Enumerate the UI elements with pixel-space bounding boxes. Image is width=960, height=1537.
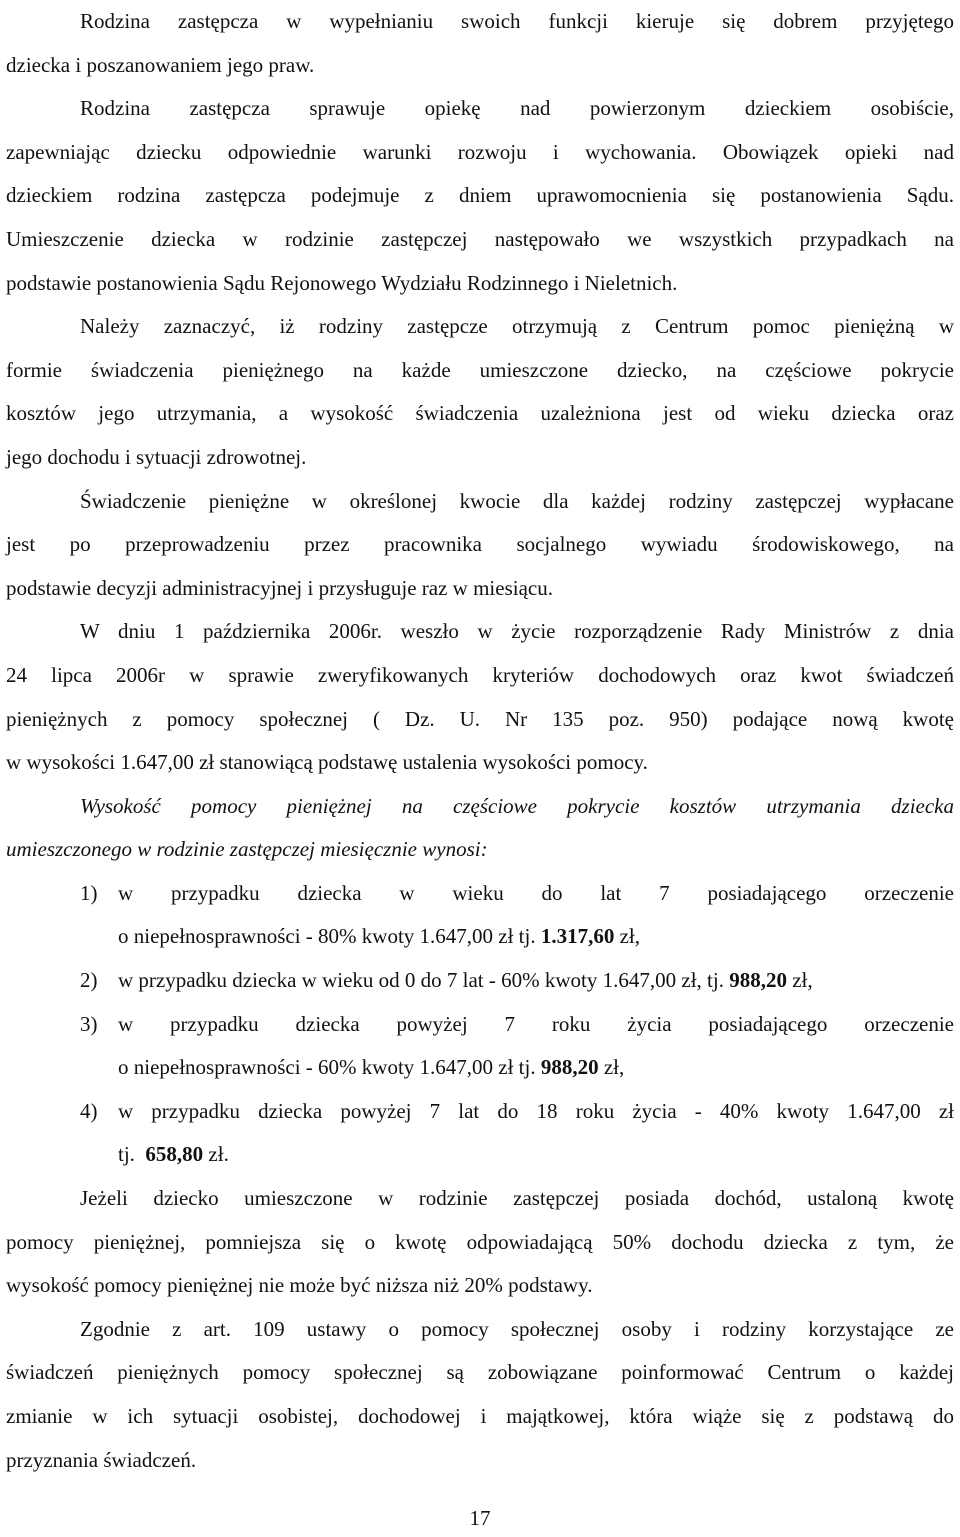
list-item-continuation	[6, 1046, 954, 1090]
list-text: zł.	[203, 1142, 229, 1167]
list-text: tj.	[118, 1142, 146, 1167]
list-text: o niepełnosprawności - 60% kwoty 1.647,00 zł tj.	[118, 1055, 541, 1080]
list-number: 4)	[80, 1098, 98, 1123]
paragraph-line: kosztów jego utrzymania, a wysokość świadczenia uzależniona jest od wieku dziecka oraz	[6, 401, 954, 426]
paragraph-line: dzieckiem rodzina zastępcza podejmuje z dniem uprawomocnienia się postanowienia Sądu.	[6, 183, 954, 208]
list-text-segment: w przypadku dziecka w wieku od 0 do 7 lat - 60% kwoty 1.647,00 zł, tj.	[118, 968, 730, 993]
list-item	[6, 1003, 954, 1047]
list-number: 2)	[80, 968, 98, 993]
paragraph-line: Należy zaznaczyć, iż rodziny zastępcze otrzymują z Centrum pomoc pieniężną w	[80, 314, 954, 339]
amount: 1.317,60	[540, 924, 615, 949]
paragraph-line: zmianie w ich sytuacji osobistej, dochodowej i majątkowej, która wiąże się z podstawą do	[6, 1404, 954, 1428]
paragraph-line: jego dochodu i sytuacji zdrowotnej.	[6, 444, 307, 469]
list-text-segment: zł,	[786, 968, 813, 993]
list-text: w przypadku dziecka powyżej 7 lat do 18 roku życia - 40% kwoty 1.647,00 zł	[118, 1098, 954, 1123]
page-number: 17	[469, 1506, 491, 1530]
paragraph-line: w wysokości 1.647,00 zł stanowiącą podstawę ustalenia wysokości pomocy.	[6, 750, 648, 775]
list-item-continuation	[6, 915, 954, 959]
amount: 988,20	[729, 968, 787, 993]
list-number: 1)	[80, 880, 98, 905]
list-text: w przypadku dziecka w wieku do lat 7 posiadającego orzeczenie	[118, 880, 954, 905]
paragraph-line: zapewniając dziecku odpowiednie warunki rozwoju i wychowania. Obowiązek opieki nad	[6, 139, 954, 164]
list-text: zł,	[598, 1055, 625, 1080]
amount: 658,80	[145, 1142, 204, 1167]
list-item	[6, 959, 954, 1003]
list-item-continuation	[6, 1133, 954, 1177]
paragraph-line: Świadczenie pieniężne w określonej kwocie dla każdej rodziny zastępczej wypłacane	[80, 488, 954, 513]
paragraph-line: podstawie decyzji administracyjnej i przysługuje raz w miesiącu.	[6, 575, 553, 600]
italic-heading-line: umieszczonego w rodzinie zastępczej miesięcznie wynosi:	[6, 837, 488, 862]
paragraph-line: Rodzina zastępcza w wypełnianiu swoich funkcji kieruje się dobrem przyjętego	[80, 9, 954, 33]
paragraph-line: pieniężnych z pomocy społecznej ( Dz. U. Nr 135 poz. 950) podające nową kwotę	[6, 706, 954, 731]
paragraph-line: podstawie postanowienia Sądu Rejonowego Wydziału Rodzinnego i Nieletnich.	[6, 270, 678, 295]
amount: 988,20	[540, 1055, 599, 1080]
paragraph-line: Zgodnie z art. 109 ustawy o pomocy społecznej osoby i rodziny korzystające ze	[80, 1316, 954, 1341]
paragraph-line: wysokość pomocy pieniężnej nie może być niższa niż 20% podstawy.	[6, 1273, 593, 1298]
list-number: 3)	[80, 1011, 98, 1036]
paragraph-line: świadczeń pieniężnych pomocy społecznej są zobowiązane poinformować Centrum o każdej	[6, 1360, 954, 1385]
list-text: zł,	[614, 924, 641, 949]
list-text	[118, 959, 954, 1003]
list-item	[6, 872, 954, 916]
paragraph-line: W dniu 1 października 2006r. weszło w życie rozporządzenie Rady Ministrów z dnia	[80, 619, 954, 644]
paragraph-line: Umieszczenie dziecka w rodzinie zastępczej następowało we wszystkich przypadkach na	[6, 226, 954, 251]
paragraph-line: 24 lipca 2006r w sprawie zweryfikowanych kryteriów dochodowych oraz kwot świadczeń	[6, 662, 954, 687]
paragraph-line: formie świadczenia pieniężnego na każde umieszczone dziecko, na częściowe pokrycie	[6, 357, 954, 382]
list-item	[6, 1090, 954, 1134]
paragraph-line: Jeżeli dziecko umieszczone w rodzinie zastępczej posiada dochód, ustaloną kwotę	[80, 1186, 954, 1211]
document-page	[6, 0, 954, 1482]
list-text: w przypadku dziecka powyżej 7 roku życia posiadającego orzeczenie	[118, 1011, 954, 1036]
paragraph-line: przyznania świadczeń.	[6, 1447, 197, 1472]
paragraph-line: Rodzina zastępcza sprawuje opiekę nad powierzonym dzieckiem osobiście,	[80, 96, 954, 121]
paragraph-line: jest po przeprowadzeniu przez pracownika socjalnego wywiadu środowiskowego, na	[6, 532, 954, 557]
paragraph-line: pomocy pieniężnej, pomniejsza się o kwotę odpowiadającą 50% dochodu dziecka z tym, że	[6, 1229, 954, 1254]
list-text: o niepełnosprawności - 80% kwoty 1.647,00 zł tj.	[118, 924, 541, 949]
italic-heading-line: Wysokość pomocy pieniężnej na częściowe pokrycie kosztów utrzymania dziecka	[80, 793, 954, 818]
paragraph-line: dziecka i poszanowaniem jego praw.	[6, 52, 315, 77]
